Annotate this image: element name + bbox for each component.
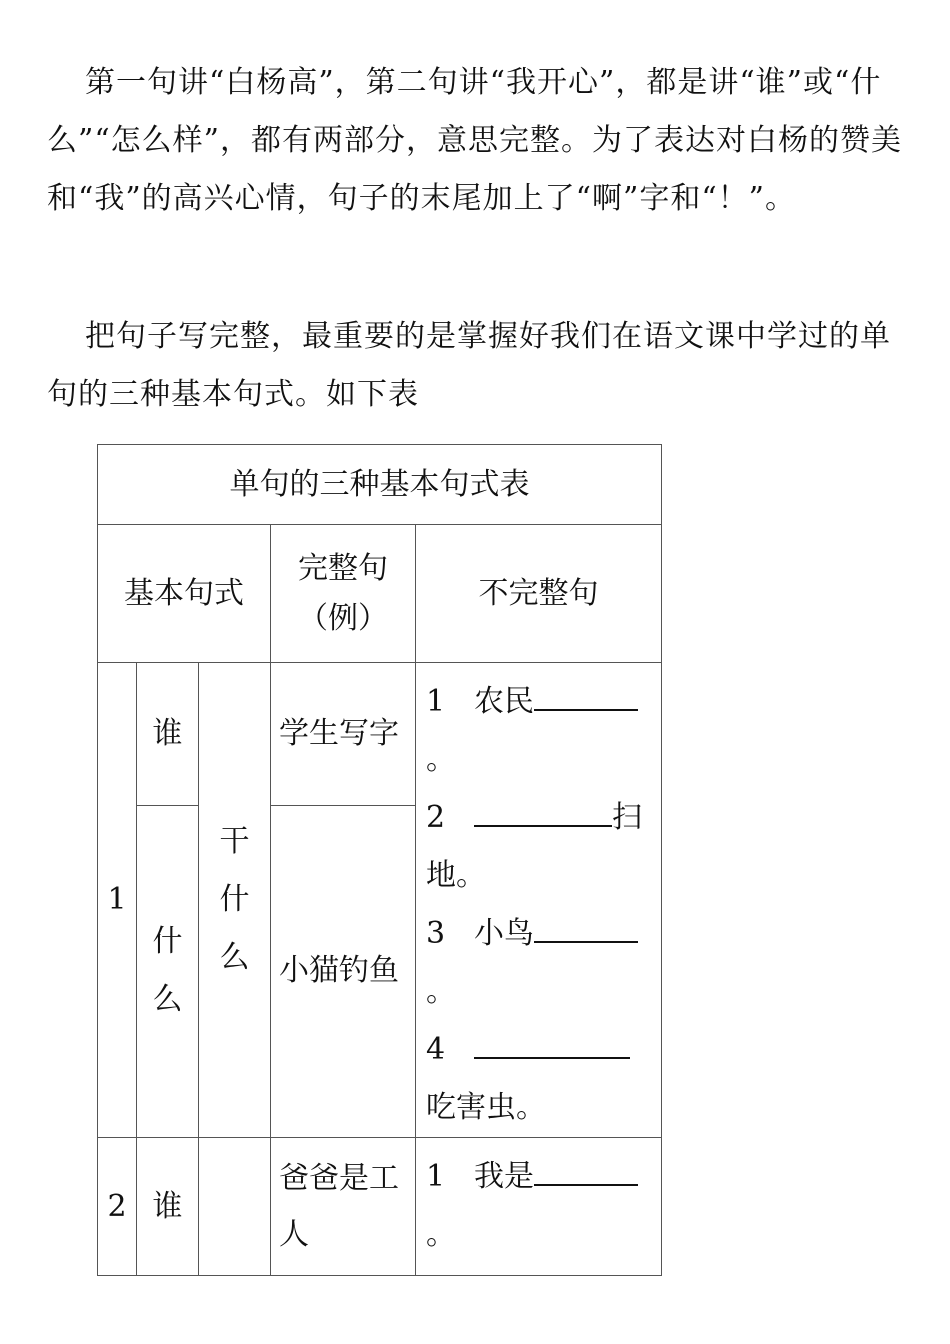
header-incomplete: 不完整句 xyxy=(416,525,662,663)
incomplete-item-4: 4 吃害虫。 xyxy=(426,1021,655,1137)
row-1-incomplete xyxy=(416,663,662,1138)
row-1-example-b: 小猫钓鱼 xyxy=(271,805,416,1138)
row-1-example-a: 学生写字 xyxy=(271,663,416,806)
row-1-subject-a: 谁 xyxy=(137,663,199,806)
answer-blank[interactable] xyxy=(534,1156,638,1186)
answer-blank[interactable] xyxy=(534,681,638,711)
body-paragraph-2: 把句子写完整，最重要的是掌握好我们在语文课中学过的单句的三种基本句式。如下表 xyxy=(47,319,891,412)
row-1-subject-b: 什么 xyxy=(137,805,199,1138)
incomplete-item-1: 1 农民 。 xyxy=(426,673,655,789)
incomplete-item-3: 3 小鸟 。 xyxy=(426,905,655,1021)
header-complete: 完整句（例） xyxy=(271,525,416,663)
incomplete-item-1: 1 我是 。 xyxy=(426,1148,655,1264)
sentence-pattern-table xyxy=(97,444,662,1276)
answer-blank[interactable] xyxy=(534,913,638,943)
answer-blank[interactable] xyxy=(474,797,612,827)
row-1-number: 1 xyxy=(98,663,137,1138)
table-title: 单句的三种基本句式表 xyxy=(98,445,662,525)
row-2-number: 2 xyxy=(98,1138,137,1276)
row-2-incomplete xyxy=(416,1138,662,1276)
header-pattern: 基本句式 xyxy=(98,525,271,663)
row-2-example-a: 爸爸是工人 xyxy=(271,1138,416,1276)
row-1-predicate: 干什么 xyxy=(199,663,271,1138)
body-paragraph-1: 第一句讲“白杨高”，第二句讲“我开心”，都是讲“谁”或“什么”“怎么样”，都有两部分，意思完整。为了表达对白杨的赞美和“我”的高兴心情，句子的末尾加上了“啊”字和“！”。 xyxy=(47,65,903,216)
answer-blank[interactable] xyxy=(474,1029,630,1059)
row-2-predicate xyxy=(199,1138,271,1276)
incomplete-item-2: 2 扫地。 xyxy=(426,789,655,905)
row-2-subject-a: 谁 xyxy=(137,1138,199,1276)
